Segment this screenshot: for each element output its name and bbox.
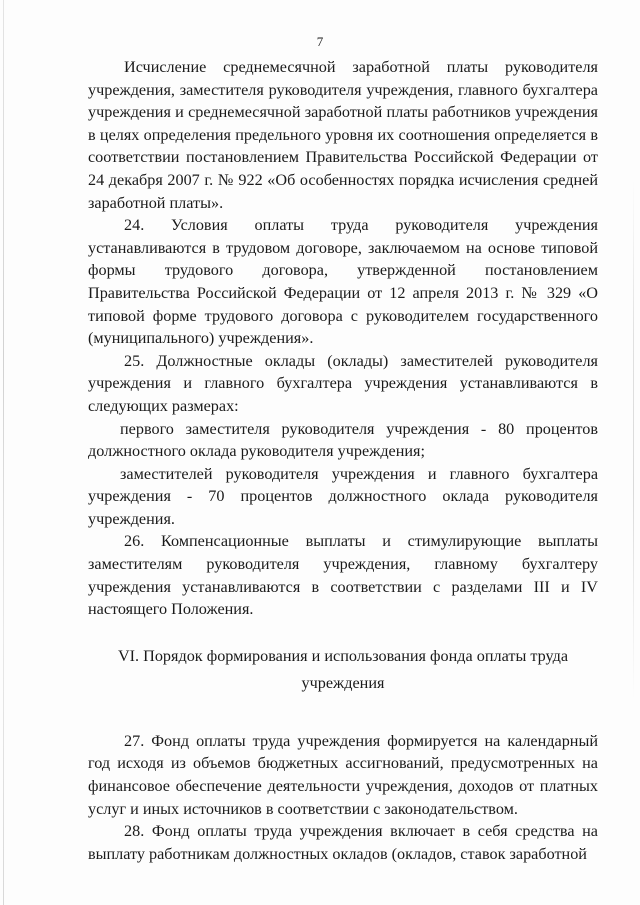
paragraph-salary-calculation: Исчисление среднемесячной заработной платы руководителя учреждения, заместителя руководителя учреждения, главного бухгалтера учреждения и среднемесячной заработной платы работников учреждения в целях определения предельного уровня их соотношения определяется в соответствии постановлением Правительства Российской Федерации от 24 декабря 2007 г. № 922 «Об особенностях порядка исчисления средней заработной платы». — [88, 58, 598, 212]
paragraph-25-first-deputy: первого заместителя руководителя учреждения - 80 процентов должностного оклада руководителя учреждения; — [88, 419, 598, 461]
section-heading — [88, 643, 598, 697]
section-heading-line-2: учреждения — [301, 673, 385, 692]
paragraph-25: 25. Должностные оклады (оклады) заместителей руководителя учреждения и главного бухгалтера учреждения устанавливаются в следующих размерах: — [88, 351, 598, 415]
paragraph-27: 27. Фонд оплаты труда учреждения формируется на календарный год исходя из объемов бюджетных ассигнований, предусмотренных на финансовое обеспечение деятельности учреждения, доходов от платных услуг и иных источников в соответствии с законодательством. — [88, 731, 598, 818]
paragraph-26: 26. Компенсационные выплаты и стимулирующие выплаты заместителям руководителя учреждения, главному бухгалтеру учреждения устанавливаются в соответствии с разделами III и IV настоящего Положения. — [88, 532, 598, 619]
section-gap — [88, 697, 598, 730]
paragraph-28: 28. Фонд оплаты труда учреждения включает в себя средства на выплату работникам должностных окладов (окладов, ставок заработной — [88, 822, 598, 863]
section-heading-line-1: VI. Порядок формирования и использования фонда оплаты труда — [117, 646, 569, 665]
scan-edge-left — [3, 0, 4, 905]
paragraph-25-deputies: заместителей руководителя учреждения и главного бухгалтера учреждения - 70 процентов должностного оклада руководителя учреждения. — [88, 464, 598, 528]
page-number: 7 — [316, 34, 324, 49]
paragraph-24: 24. Условия оплаты труда руководителя учреждения устанавливаются в трудовом договоре, заключаемом на основе типовой формы трудового договора, утвержденной постановлением Правительства Российской Федерации от 12 апреля 2013 г. № 329 «О типовой форме трудового договора с руководителем государственного (муниципального) учреждения». — [88, 216, 598, 348]
scan-edge-right — [633, 180, 634, 700]
document-body — [88, 56, 598, 865]
